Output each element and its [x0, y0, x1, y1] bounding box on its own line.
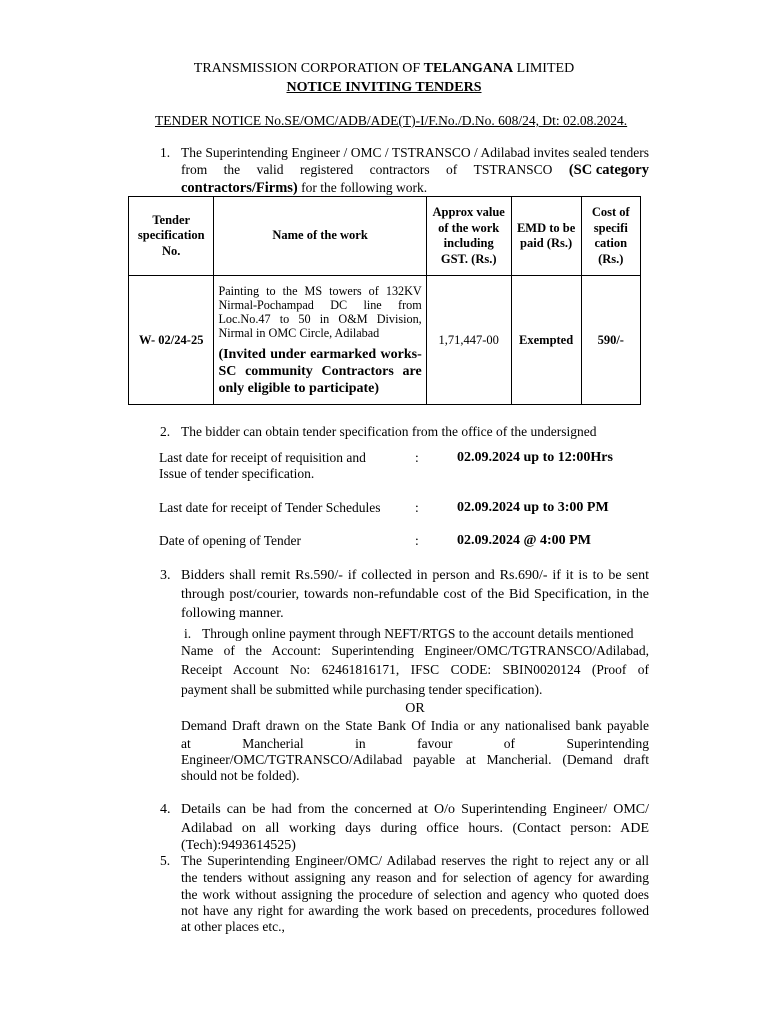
date-separator: : [415, 533, 419, 548]
header-cost: Cost of specifi cation (Rs.) [581, 197, 640, 276]
item3-sub-line2: Name of the Account: Superintending Engineer/OMC/TGTRANSCO/Adilabad, [181, 643, 649, 658]
item4-line2: Adilabad on all working days during office hours. (Contact person: ADE [181, 821, 649, 836]
item3-line3: following manner. [181, 606, 284, 621]
date-label: Last date for receipt of Tender Schedules [159, 500, 381, 515]
item1-line1: The Superintending Engineer / OMC / TSTRANSCO / Adilabad invites sealed tenders [181, 145, 649, 160]
organization-title: TRANSMISSION CORPORATION OF TELANGANA LIMITED [193, 61, 575, 76]
item2-text: The bidder can obtain tender specification from the office of the undersigned [181, 424, 597, 439]
item3-line2: through post/courier, towards non-refundable cost of the Bid Specification, in the [181, 587, 649, 602]
date-separator: : [415, 500, 419, 515]
item3-dd-line3: Engineer/OMC/TGTRANSCO/Adilabad payable at Mancherial. (Demand draft [181, 752, 649, 767]
date-value: 02.09.2024 up to 3:00 PM [457, 500, 609, 515]
item-number: 5. [160, 853, 171, 868]
item-number: 4. [160, 802, 171, 817]
item3-sub-line1: Through online payment through NEFT/RTGS to the account details mentioned [202, 626, 634, 641]
item5-line1: The Superintending Engineer/OMC/ Adilabad reserves the right to reject any or all [181, 853, 649, 868]
cell-work [214, 276, 426, 405]
item5-line3: the work without assigning the procedure of selection and agency who quoted does [181, 887, 649, 902]
date-value: 02.09.2024 up to 12:00Hrs [457, 450, 613, 465]
cell-value: 1,71,447-00 [426, 276, 511, 405]
item-number: 2. [160, 424, 171, 439]
item5-line4: not have any right for awarding the work based on precedents, procedures followed [181, 903, 649, 918]
header-spec: Tender specification No. [129, 197, 214, 276]
header-emd: EMD to be paid (Rs.) [511, 197, 581, 276]
table-header-row [129, 197, 641, 276]
cell-spec: W- 02/24-25 [129, 276, 214, 405]
work-eligibility-note: (Invited under earmarked works-SC community Contractors are only eligible to participate) [218, 346, 422, 396]
notice-title: NOTICE INVITING TENDERS [286, 80, 482, 95]
date-label: Last date for receipt of requisition and Issue of tender specification. [159, 450, 366, 481]
date-value: 02.09.2024 @ 4:00 PM [457, 533, 591, 548]
item5-line2: the tenders without assigning any reason and for selection of agency for awarding [181, 870, 649, 885]
tender-reference: TENDER NOTICE No.SE/OMC/ADB/ADE(T)-I/F.No./D.No. 608/24, Dt: 02.08.2024. [155, 113, 628, 128]
item-number: 3. [160, 568, 171, 583]
date-label: Date of opening of Tender [159, 533, 302, 548]
date-separator: : [415, 450, 419, 465]
item3-sub-line4: payment shall be submitted while purchasing tender specification). [181, 682, 543, 697]
item1-line3: contractors/Firms) for the following work. [181, 180, 428, 196]
item3-dd-line1: Demand Draft drawn on the State Bank Of India or any nationalised bank payable [181, 718, 649, 733]
cell-cost: 590/- [581, 276, 640, 405]
item3-sub-line3: Receipt Account No: 62461816171, IFSC CODE: SBIN0020124 (Proof of [181, 662, 649, 677]
item3-line1: Bidders shall remit Rs.590/- if collected in person and Rs.690/- if it is to be sent [181, 568, 649, 583]
or-separator: OR [405, 701, 425, 716]
item5-line5: at other places etc., [181, 919, 285, 934]
item4-line3: (Tech):9493614525) [181, 838, 296, 853]
work-description: Painting to the MS towers of 132KV Nirmal-Pochampad DC line from Loc.No.47 to 50 in O&M Division, Nirmal in OMC Circle, Adilabad [218, 283, 422, 340]
tender-table [128, 196, 641, 405]
table-row [129, 276, 641, 405]
sub-item-number: i. [184, 626, 192, 641]
item-number: 1. [160, 145, 171, 160]
header-work: Name of the work [214, 197, 426, 276]
item1-line2: from the valid registered contractors of TSTRANSCO (SC category [181, 162, 649, 178]
header-value: Approx value of the work including GST. (Rs.) [426, 197, 511, 276]
item3-dd-line2: at Mancherial in favour of Superintending [181, 736, 649, 751]
item4-line1: Details can be had from the concerned at O/o Superintending Engineer/ OMC/ [181, 802, 649, 817]
item3-dd-line4: should not be folded). [181, 768, 300, 783]
cell-emd: Exempted [511, 276, 581, 405]
